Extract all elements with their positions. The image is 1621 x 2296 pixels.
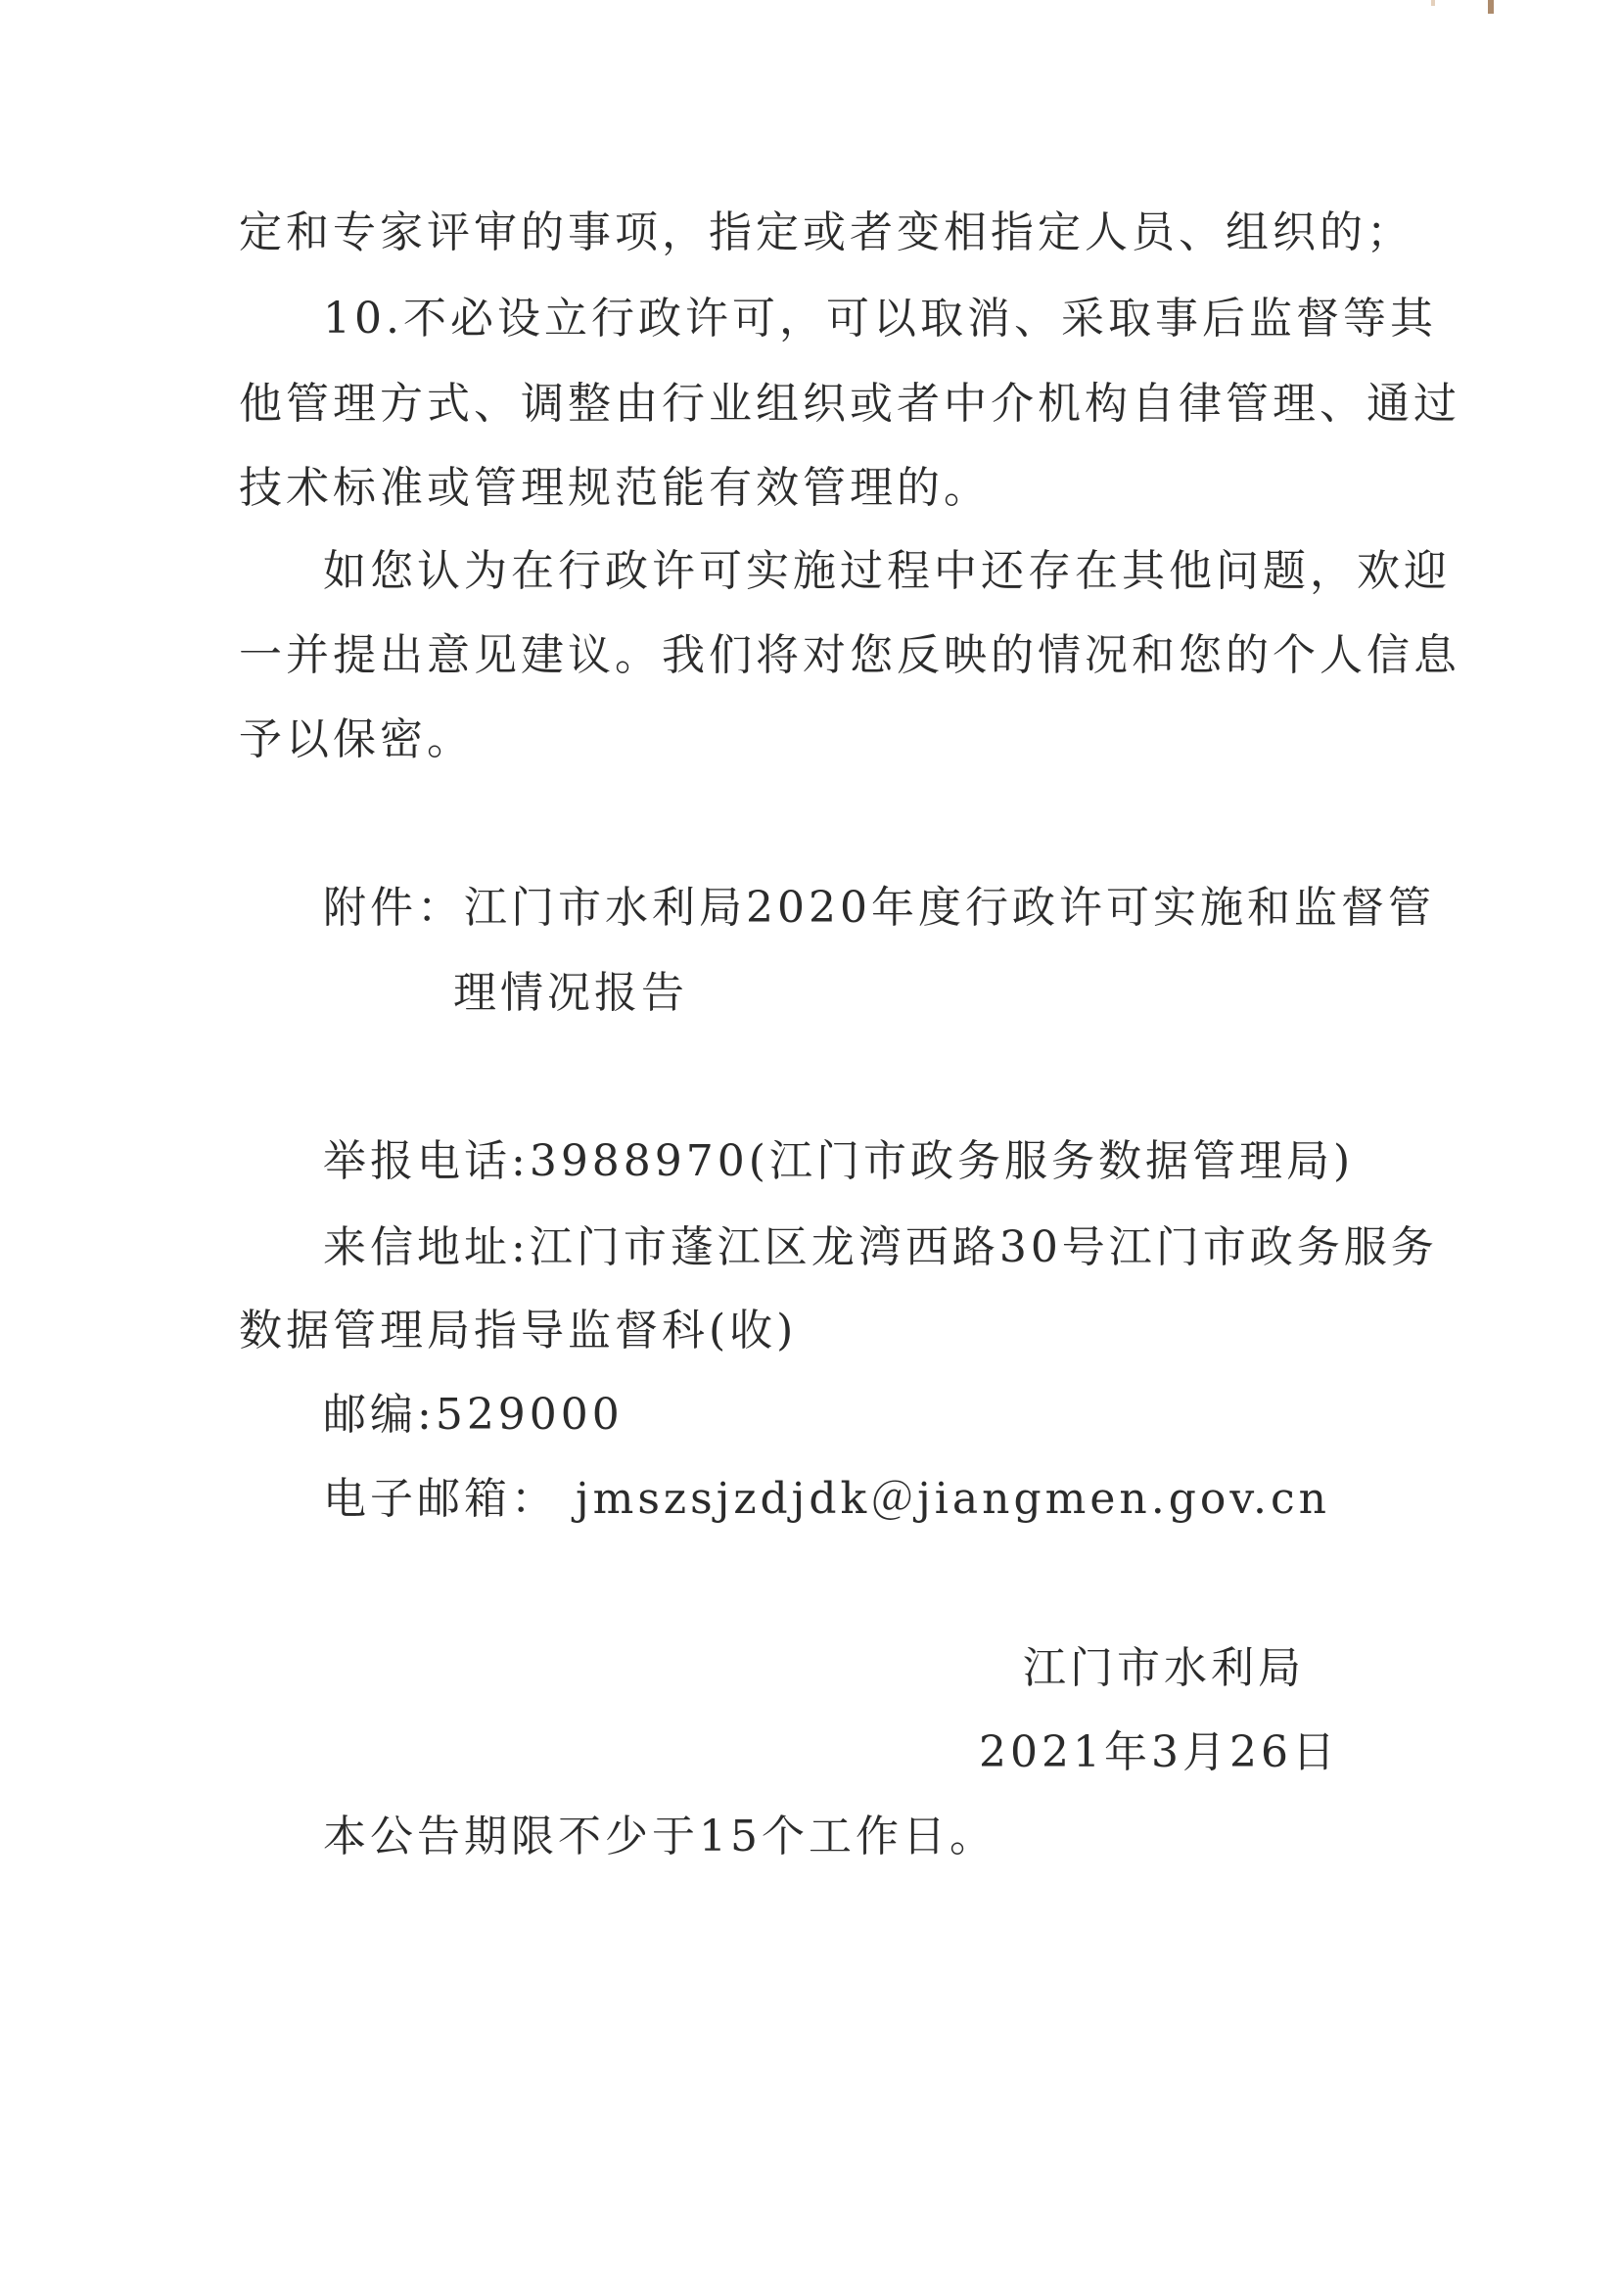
paragraph-line: 技术标准或管理规范能有效管理的。 — [239, 463, 991, 513]
item-10-line: 10.不必设立行政许可，可以取消、采取事后监督等其 — [323, 294, 1437, 344]
issuer-name: 江门市水利局 — [1023, 1643, 1305, 1693]
paragraph-line: 如您认为在行政许可实施过程中还存在其他问题，欢迎 — [323, 546, 1451, 596]
attachment-line: 附件：江门市水利局2020年度行政许可实施和监督管 — [323, 883, 1435, 933]
scan-mark — [1431, 0, 1435, 6]
paragraph-line: 予以保密。 — [239, 714, 474, 764]
mail-address: 来信地址:江门市蓬江区龙湾西路30号江门市政务服务 — [323, 1222, 1438, 1272]
mail-address: 数据管理局指导监督科(收) — [239, 1306, 798, 1355]
paragraph-line: 定和专家评审的事项，指定或者变相指定人员、组织的； — [239, 207, 1413, 257]
paragraph-line: 一并提出意见建议。我们将对您反映的情况和您的个人信息 — [239, 630, 1460, 680]
attachment-line: 理情况报告 — [453, 968, 688, 1018]
notice-period: 本公告期限不少于15个工作日。 — [323, 1812, 996, 1861]
postal-code: 邮编:529000 — [323, 1390, 624, 1440]
paragraph-line: 他管理方式、调整由行业组织或者中介机构自律管理、通过 — [239, 379, 1460, 429]
issue-date: 2021年3月26日 — [979, 1727, 1339, 1777]
report-phone: 举报电话:3988970(江门市政务服务数据管理局) — [323, 1136, 1355, 1186]
email-address: 电子邮箱： jmszsjzdjdk＠jiangmen.gov.cn — [323, 1474, 1330, 1524]
scan-mark — [1488, 0, 1494, 14]
